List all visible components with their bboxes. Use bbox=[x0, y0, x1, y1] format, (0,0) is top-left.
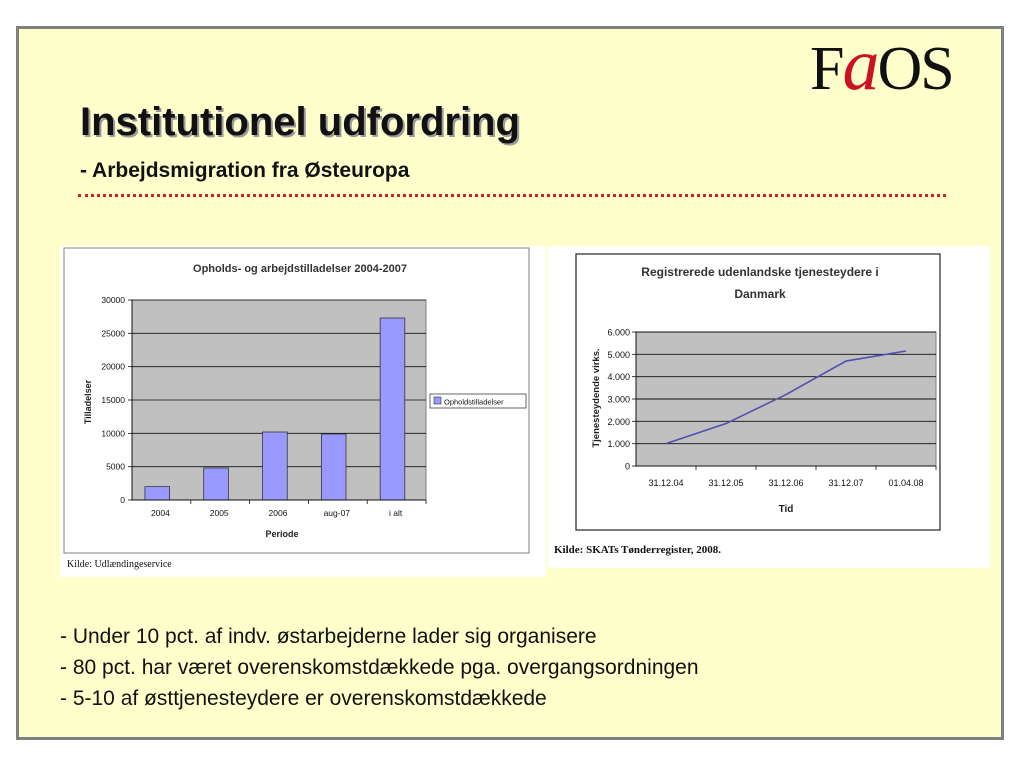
bar-chart-title: Opholds- og arbejdstilladelser 2004-2007 bbox=[193, 263, 407, 275]
line-ytick-label: 1.000 bbox=[607, 439, 630, 450]
bar-xtick-label: 2006 bbox=[268, 508, 288, 518]
line-chart-source: Kilde: SKATs Tønderregister, 2008. bbox=[554, 544, 721, 556]
line-xtick-label: 31.12.06 bbox=[768, 478, 804, 488]
bullet-list bbox=[60, 621, 699, 714]
line-ytick-label: 0 bbox=[624, 461, 630, 472]
bar-chart-ylabel: Tilladelser bbox=[83, 379, 93, 425]
line-chart bbox=[548, 246, 990, 568]
line-ytick-label: 5.000 bbox=[607, 349, 630, 360]
bar-chart-panel bbox=[60, 246, 546, 577]
bar bbox=[321, 434, 346, 500]
bar bbox=[204, 468, 229, 500]
bar-xtick-label: 2005 bbox=[209, 508, 229, 518]
line-chart-title-line1: Registrerede udenlandske tjenesteydere i bbox=[641, 265, 879, 279]
line-ytick-label: 6.000 bbox=[607, 327, 630, 338]
bar-xtick-label: i alt bbox=[388, 508, 403, 518]
line-xtick-label: 31.12.07 bbox=[828, 478, 864, 488]
logo-letters-os: OS bbox=[877, 35, 953, 103]
bar-ytick-label: 25000 bbox=[101, 328, 125, 339]
bar-xtick-label: aug-07 bbox=[323, 508, 351, 518]
bar-ytick-label: 30000 bbox=[101, 295, 125, 305]
line-ytick-label: 2.000 bbox=[607, 416, 630, 427]
slide-title: Institutionel udfordring bbox=[80, 100, 520, 144]
bar-chart-xlabel: Periode bbox=[265, 529, 299, 539]
line-chart-xlabel: Tid bbox=[778, 504, 794, 515]
logo-letter-f: F bbox=[810, 35, 843, 103]
line-chart-panel bbox=[548, 246, 990, 568]
line-ytick-label: 3.000 bbox=[607, 394, 630, 405]
bullet-item: - 5-10 af østtjenesteydere er overenskomstdækkede bbox=[60, 687, 547, 710]
faos-logo bbox=[810, 24, 953, 106]
title-divider bbox=[78, 194, 946, 197]
bar-ytick-label: 0 bbox=[120, 495, 125, 505]
line-chart-title-line2: Danmark bbox=[734, 287, 786, 301]
bar-chart-source: Kilde: Udlændingeservice bbox=[67, 559, 172, 570]
line-xtick-label: 31.12.04 bbox=[648, 478, 684, 488]
bar-ytick-label: 5000 bbox=[106, 461, 125, 472]
bar-ytick-label: 10000 bbox=[101, 428, 125, 439]
bar-ytick-label: 15000 bbox=[101, 395, 125, 405]
bar-xtick-label: 2004 bbox=[150, 508, 170, 518]
bar bbox=[380, 318, 405, 500]
bullet-item: - 80 pct. har været overenskomstdækkede pga. overgangsordningen bbox=[60, 656, 699, 679]
line-ytick-label: 4.000 bbox=[607, 372, 630, 383]
line-xtick-label: 31.12.05 bbox=[708, 478, 744, 488]
slide-subtitle: - Arbejdsmigration fra Østeuropa bbox=[80, 159, 410, 182]
logo-letter-a: a bbox=[842, 24, 878, 106]
line-chart-ylabel: Tjenesteydende virks. bbox=[591, 348, 602, 448]
bar-legend-label: Opholdstilladelser bbox=[444, 397, 504, 407]
bar-ytick-label: 20000 bbox=[101, 361, 125, 372]
bar-legend-swatch bbox=[434, 397, 441, 404]
bar-chart bbox=[60, 246, 546, 577]
bar bbox=[263, 432, 288, 500]
line-xtick-label: 01.04.08 bbox=[888, 478, 924, 488]
bar bbox=[145, 487, 170, 500]
bullet-item: - Under 10 pct. af indv. østarbejderne lader sig organisere bbox=[60, 625, 597, 648]
